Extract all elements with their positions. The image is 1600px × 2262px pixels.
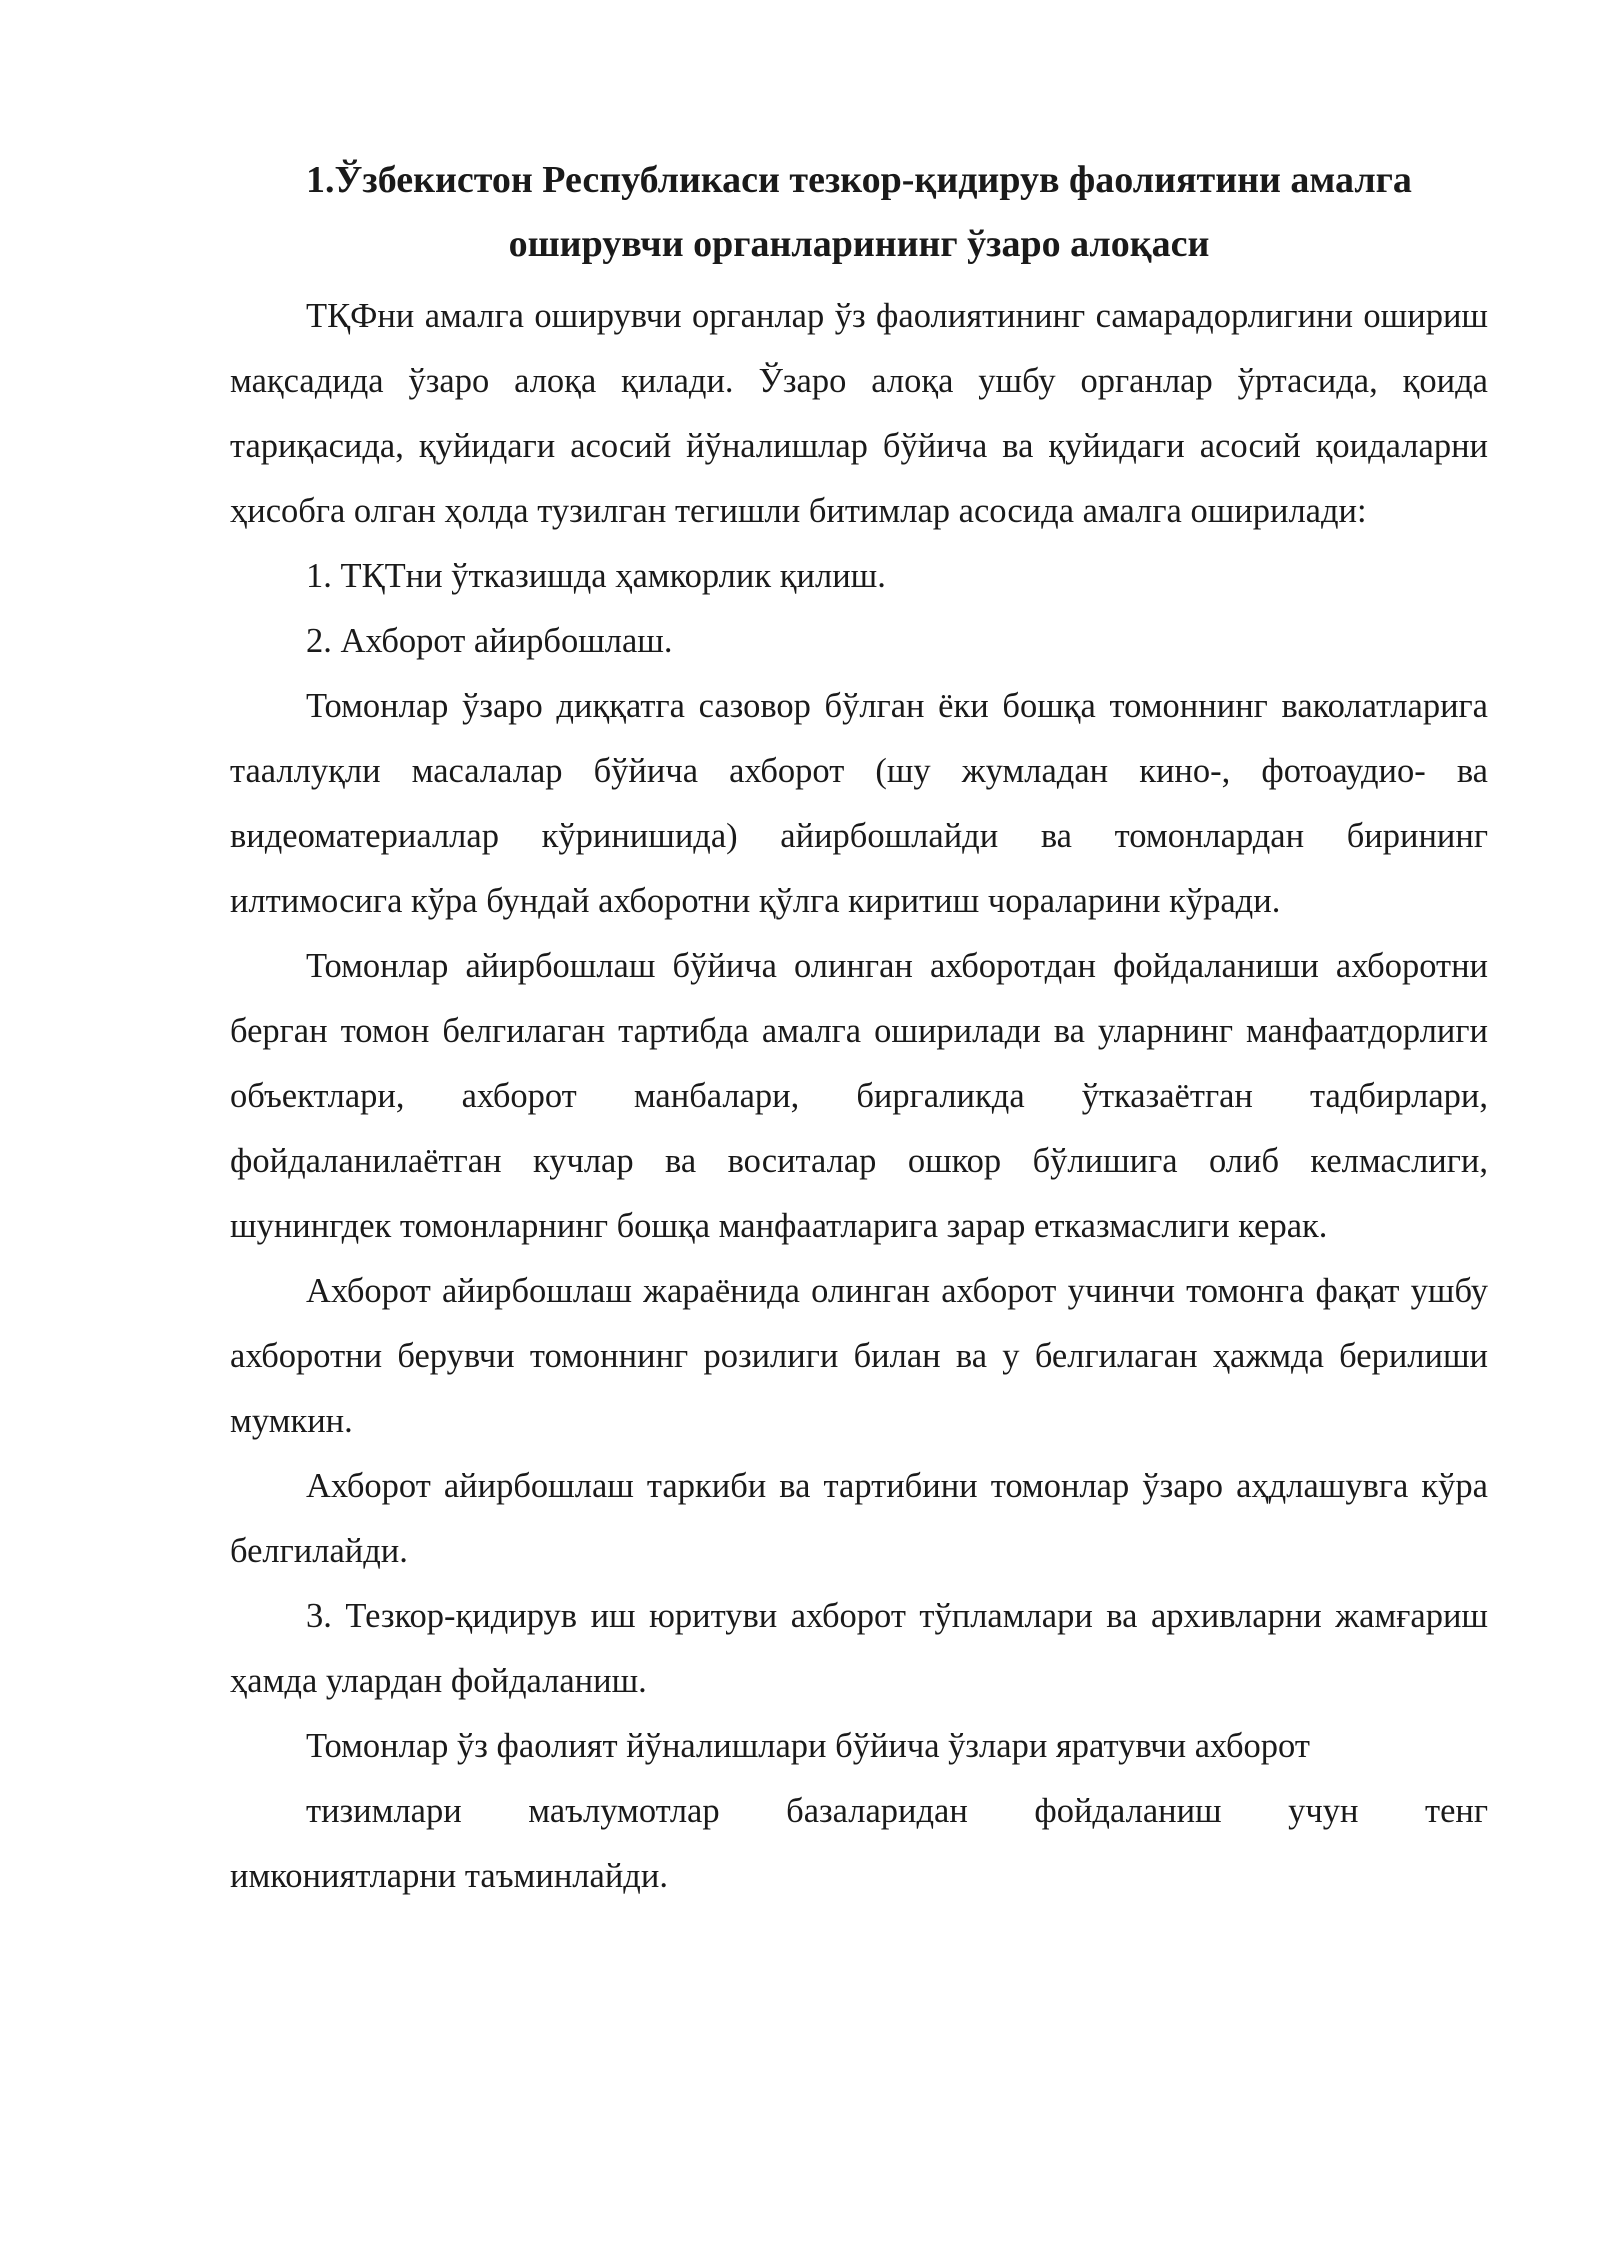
page-title-line-2: оширувчи органларининг ўзаро алоқаси <box>508 223 1210 265</box>
paragraph-info-exchange: Томонлар ўзаро диққатга сазовор бўлган ёки бошқа томоннинг ваколатларига тааллуқли масалалар бўйича ахборот (шу жумладан кино-, фотоаудио- ва видеоматериаллар кўринишида) айирбошлайди ва томонлардан бирининг илтимосига кўра бундай ахборотни қўлга киритиш чораларини кўради. <box>230 687 1488 920</box>
paragraph-systems-end: имкониятларни таъминлайди. <box>230 1857 668 1895</box>
list-item-1: 1. ТҚТни ўтказишда ҳамкорлик қилиш. <box>306 557 886 595</box>
paragraph-intro: ТҚФни амалга оширувчи органлар ўз фаолиятининг самарадорлигини ошириш мақсадида ўзаро алоқа қилади. Ўзаро алоқа ушбу органлар ўртасида, қоида тариқасида, қуйидаги асосий йўналишлар бўйича ва қуйидаги асосий қоидаларни ҳисобга олган ҳолда тузилган тегишли битимлар асосида амалга оширилади: <box>230 297 1488 530</box>
paragraph-exchange-composition: Ахборот айирбошлаш таркиби ва тартибини томонлар ўзаро аҳдлашувга кўра белгилайди. <box>230 1467 1488 1570</box>
list-item-3: 3. Тезкор-қидирув иш юритуви ахборот тўпламлари ва архивларни жамғариш ҳамда улардан фойдаланиш. <box>230 1597 1488 1700</box>
page-title <box>230 148 1488 276</box>
document-body <box>230 284 1488 1909</box>
page-title-line-1: 1.Ўзбекистон Республикаси тезкор-қидирув фаолиятини амалга <box>306 159 1412 201</box>
paragraph-systems-intro: Томонлар ўз фаолият йўналишлари бўйича ўзлари яратувчи ахборот <box>306 1727 1310 1765</box>
list-item-2: 2. Ахборот айирбошлаш. <box>306 622 673 660</box>
paragraph-info-usage: Томонлар айирбошлаш бўйича олинган ахборотдан фойдаланиши ахборотни берган томон белгилаган тартибда амалга оширилади ва уларнинг манфаатдорлиги объектлари, ахборот манбалари, биргаликда ўтказаётган тадбирлари, фойдаланилаётган кучлар ва воситалар ошкор бўлишига олиб келмаслиги, шунингдек томонларнинг бошқа манфаатларига зарар етказмаслиги керак. <box>230 947 1488 1245</box>
paragraph-systems-continued: тизимлари маълумотлар базаларидан фойдаланиш учун тенг <box>306 1792 1488 1830</box>
paragraph-third-party: Ахборот айирбошлаш жараёнида олинган ахборот учинчи томонга фақат ушбу ахборотни берувчи томоннинг розилиги билан ва у белгилаган ҳажмда берилиши мумкин. <box>230 1272 1488 1440</box>
